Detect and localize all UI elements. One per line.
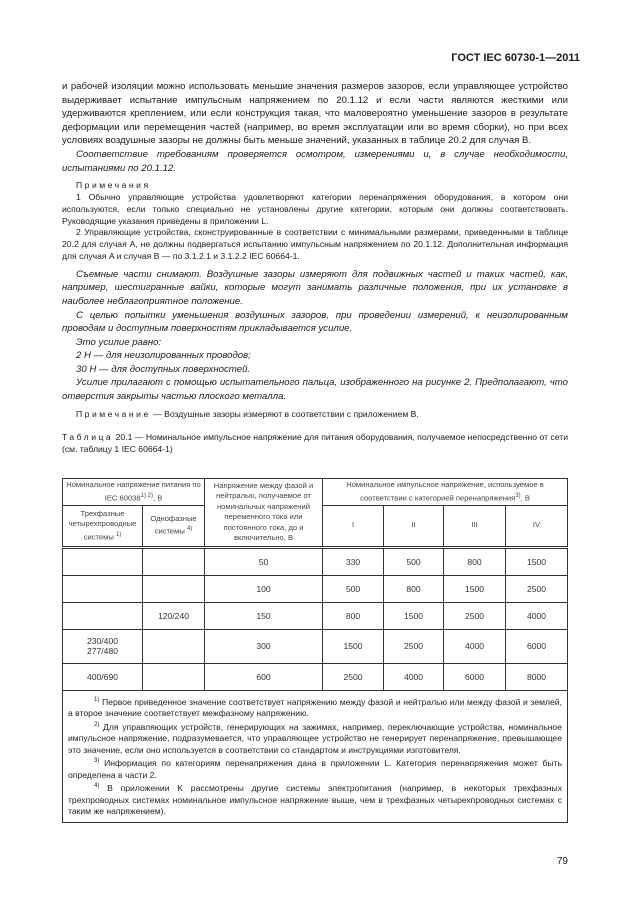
- single-phase-cell: [143, 575, 205, 602]
- table-footnotes: [63, 690, 568, 822]
- note-text: — Воздушные зазоры измеряют в соответствии с приложением B.: [150, 408, 419, 419]
- impulse-voltage-cell: 1500: [384, 602, 444, 629]
- italic-paragraph: 2 Н — для неизолированных проводов;: [76, 350, 251, 362]
- italic-paragraph: Это усилие равно:: [76, 336, 162, 348]
- table-row: [63, 547, 568, 575]
- header-impulse-voltage: Номинальное импульсное напряжение, используемое в соответствии с категорией перенапряжения$^{3)}$, В: [323, 479, 568, 506]
- impulse-voltage-cell: 2500: [506, 575, 568, 602]
- impulse-voltage-cell: 800: [444, 547, 506, 575]
- footnote: $^{1)}$ Первое приведенное значение соответствует напряжению между фазой и нейтралью или между фазой и землей, а второе значение соответствует межфазному напряжению.: [68, 696, 562, 718]
- header-single-phase: Однофазные системы $^{4)}$: [143, 505, 205, 547]
- header-three-phase: Трехфазные четырехпроводные системы $^{1)}$: [63, 505, 143, 547]
- single-phase-cell: [143, 547, 205, 575]
- header-supply-voltage: Номинальное напряжение питания по IEC $60038^{1) 2)}$, В: [63, 479, 205, 506]
- table-label: Таблица: [62, 432, 114, 443]
- notes-title: Примечания: [76, 180, 151, 191]
- table-row: [63, 629, 568, 663]
- note-1: 1 Обычно управляющие устройства удовлетворяют категории перенапряжения оборудования, в котором они используются, если только специально не установлены другие категории, которым они должны соответствовать. Руководящие указания приведены в приложении L.: [62, 191, 568, 226]
- impulse-voltage-cell: 1500: [506, 547, 568, 575]
- impulse-voltage-cell: 2500: [444, 602, 506, 629]
- header-category: I: [323, 505, 384, 547]
- three-phase-cell: [63, 575, 143, 602]
- three-phase-cell: [63, 547, 143, 575]
- phase-voltage-cell: 600: [205, 663, 323, 690]
- document-header: ГОСТ IEC 60730-1—2011: [451, 52, 580, 64]
- page-number: 79: [556, 856, 568, 867]
- note-2: 2 Управляющие устройства, сконструированные в соответствии с минимальными размерами, приведенными в таблице 20.2 для случая A, не должны подвергаться испытанию импульсным напряжением по 20.1.12. Дополнительная информация для случая A и случая B — по 3.1.2.1 и 3.1.2.2 IEC 60664-1.: [62, 227, 568, 261]
- impulse-voltage-cell: 800: [323, 602, 384, 629]
- three-phase-cell: [63, 602, 143, 629]
- impulse-voltage-cell: 8000: [506, 663, 568, 690]
- voltage-table: [62, 478, 568, 823]
- table-caption: [62, 432, 568, 456]
- note-single: [62, 409, 568, 421]
- single-phase-cell: [143, 663, 205, 690]
- impulse-voltage-cell: 1500: [323, 629, 384, 663]
- impulse-voltage-cell: 6000: [506, 629, 568, 663]
- table-row: [63, 663, 568, 690]
- table-row: [63, 602, 568, 629]
- impulse-voltage-cell: 4000: [506, 602, 568, 629]
- italic-paragraph: Усилие прилагают с помощью испытательного пальца, изображенного на рисунке 2. Предполагают, что отверстия закрыты частью плоского металла.: [62, 377, 568, 403]
- paragraph: и рабочей изоляции можно использовать меньшие значения размеров зазоров, если управляющее устройство выдерживает испытание импульсным напряжением по 20.1.12 и если части являются жесткими или удерживаются креплением, или если конструкция такая, что маловероятно уменьшение зазоров в результате деформации или перемещения частей (например, во время эксплуатации или во время сборки), но при всех условиях воздушные зазоры не должны быть меньше значений, указанных в таблице 20.2 для случая B.: [62, 81, 568, 147]
- header-category: II: [384, 505, 444, 547]
- impulse-voltage-cell: 2500: [384, 629, 444, 663]
- table-row: [63, 575, 568, 602]
- impulse-voltage-cell: 1500: [444, 575, 506, 602]
- impulse-voltage-cell: 4000: [384, 663, 444, 690]
- single-phase-cell: [143, 629, 205, 663]
- header-category: III: [444, 505, 506, 547]
- table-caption-text: 20.1 — Номинальное импульсное напряжение для питания оборудования, получаемое непосредственно от сети (см. таблицу 1 IEC 60664-1): [62, 432, 568, 455]
- impulse-voltage-cell: 6000: [444, 663, 506, 690]
- impulse-voltage-cell: 2500: [323, 663, 384, 690]
- compliance-paragraph: Соответствие требованиям проверяется осмотром, измерениями и, в случае необходимости, испытаниями по 20.1.12.: [62, 148, 568, 174]
- header-category: IV: [506, 505, 568, 547]
- note-label: Примечание: [76, 408, 151, 419]
- header-phase-voltage: Напряжение между фазой и нейтралью, получаемое от номинальных напряжений переменного тока или постоянного тока, до и включительно, В: [205, 479, 323, 548]
- italic-paragraph: Съемные части снимают. Воздушные зазоры измеряют для подвижных частей и таких частей, как, например, шестигранные вайки, которые могут занимать различные положения, при их установке в наиболее неблагоприятное положение.: [62, 268, 568, 307]
- three-phase-cell: 230/400 277/480: [63, 629, 143, 663]
- impulse-voltage-cell: 4000: [444, 629, 506, 663]
- impulse-voltage-cell: 330: [323, 547, 384, 575]
- phase-voltage-cell: 150: [205, 602, 323, 629]
- phase-voltage-cell: 50: [205, 547, 323, 575]
- italic-paragraph: С целью попытки уменьшения воздушных зазоров, при проведении измерений, к неизолированным проводам и доступным поверхностям прикладывается усилие.: [62, 309, 568, 335]
- impulse-voltage-cell: 500: [323, 575, 384, 602]
- italic-paragraph: 30 Н — для доступных поверхностей.: [76, 363, 251, 375]
- document-body: [62, 80, 568, 456]
- footnote: $^{4)}$ В приложении K рассмотрены другие системы электропитания (например, в некоторых трехфазных трехпроводных системах номинальное импульсное напряжение выше, чем в трехфазных четырехпроводных системах с таким же напряжением).: [68, 783, 562, 817]
- impulse-voltage-cell: 500: [384, 547, 444, 575]
- single-phase-cell: 120/240: [143, 602, 205, 629]
- phase-voltage-cell: 100: [205, 575, 323, 602]
- three-phase-cell: 400/690: [63, 663, 143, 690]
- impulse-voltage-cell: 800: [384, 575, 444, 602]
- footnote: $^{3)}$ Информация по категориям перенапряжения дана в приложении L. Категория перенапряжения может быть определена в части 2.: [68, 758, 562, 780]
- footnote: $^{2)}$ Для управляющих устройств, генерирующих на зажимах, например, переключающие устройства, номинальное импульсное напряжение, подразумевается, что управляющее устройство не генерирует перенапряжение, превышающее это значение, если оно используется в соответствии со стандартом и инструкциями изготовителя.: [68, 721, 562, 755]
- phase-voltage-cell: 300: [205, 629, 323, 663]
